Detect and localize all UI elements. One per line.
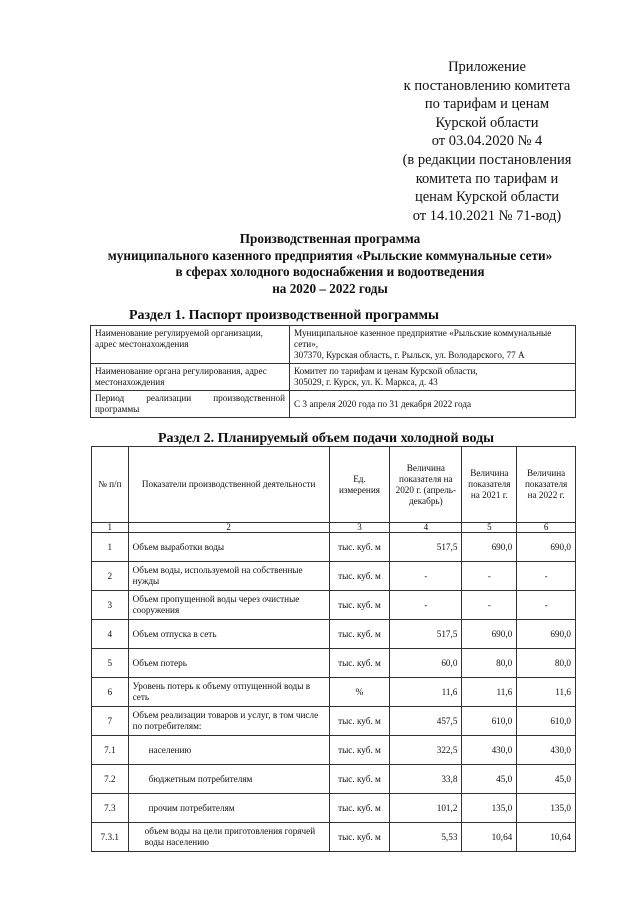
row-name: населению (128, 736, 329, 765)
row-value-2021: - (462, 562, 517, 591)
table-row (92, 649, 576, 678)
row-value-2022: 45,0 (517, 765, 576, 794)
row-value-2021: 430,0 (462, 736, 517, 765)
row-num: 7.3 (92, 794, 129, 823)
appendix-line: к постановлению комитета (403, 77, 571, 94)
appendix-line: комитета по тарифам и (415, 170, 559, 187)
title-line: на 2020 – 2022 годы (272, 280, 388, 296)
passport-value-line: 305029, г. Курск, ул. К. Маркса, д. 43 (294, 377, 438, 387)
row-unit: тыс. куб. м (329, 649, 390, 678)
row-value-2022: 690,0 (517, 620, 576, 649)
table-row (92, 591, 576, 620)
row-value-2020: 457,5 (390, 707, 462, 736)
row-value-2020: 11,6 (390, 678, 462, 707)
row-num: 4 (92, 620, 129, 649)
index-cell: 2 (128, 523, 329, 533)
row-value-2021: 10,64 (462, 823, 517, 852)
row-num: 1 (92, 533, 129, 562)
row-num: 6 (92, 678, 129, 707)
title-line: Производственная программа (239, 231, 421, 246)
appendix-line: от 03.04.2020 № 4 (431, 133, 543, 150)
row-value-2022: 10,64 (517, 823, 576, 852)
table-header-row (92, 447, 576, 523)
row-name: Объем отпуска в сеть (128, 620, 329, 649)
appendix-line: от 14.10.2021 № 71-вод) (412, 207, 562, 224)
row-value-2020: 5,53 (390, 823, 462, 852)
row-value-2022: 135,0 (517, 794, 576, 823)
row-unit: тыс. куб. м (329, 591, 390, 620)
table-row (92, 707, 576, 736)
table-row (91, 364, 576, 391)
row-value-2022: 430,0 (517, 736, 576, 765)
row-value-2021: - (462, 591, 517, 620)
section2-heading: Раздел 2. Планируемый объем подачи холодной воды (158, 431, 495, 446)
row-value-2021: 690,0 (462, 620, 517, 649)
row-value-2020: 517,5 (390, 533, 462, 562)
row-value-2020: 101,2 (390, 794, 462, 823)
table-row (92, 533, 576, 562)
passport-table (90, 325, 576, 418)
header-num: № п/п (92, 447, 129, 523)
row-value-2020: - (390, 591, 462, 620)
row-unit: тыс. куб. м (329, 736, 390, 765)
row-value-2020: 60,0 (390, 649, 462, 678)
row-unit: тыс. куб. м (329, 620, 390, 649)
row-value-2021: 45,0 (462, 765, 517, 794)
table-row (92, 794, 576, 823)
document-title (60, 231, 600, 297)
row-unit: тыс. куб. м (329, 562, 390, 591)
row-unit: % (329, 678, 390, 707)
row-name: Объем выработки воды (128, 533, 329, 562)
row-num: 2 (92, 562, 129, 591)
row-value-2022: 610,0 (517, 707, 576, 736)
row-num: 3 (92, 591, 129, 620)
passport-label-line: программы (95, 404, 140, 414)
table-row (92, 823, 576, 852)
plan-table (91, 446, 576, 852)
row-num: 7.3.1 (92, 823, 129, 852)
table-row (91, 391, 576, 418)
index-cell: 5 (462, 523, 517, 533)
row-num: 7.1 (92, 736, 129, 765)
appendix-line: по тарифам и ценам (424, 96, 550, 113)
table-row (92, 620, 576, 649)
index-cell: 1 (92, 523, 129, 533)
table-row (92, 678, 576, 707)
appendix-line: Приложение (448, 59, 526, 75)
row-name: Объем потерь (128, 649, 329, 678)
row-num: 7.2 (92, 765, 129, 794)
row-value-2022: 80,0 (517, 649, 576, 678)
passport-value (290, 326, 576, 364)
row-unit: тыс. куб. м (329, 765, 390, 794)
table-row (92, 562, 576, 591)
passport-value: С 3 апреля 2020 года по 31 декабря 2022 года (290, 391, 576, 418)
row-value-2021: 80,0 (462, 649, 517, 678)
row-num: 5 (92, 649, 129, 678)
passport-label (91, 391, 290, 418)
row-name: объем воды на цели приготовления горячей воды населению (128, 823, 329, 852)
row-unit: тыс. куб. м (329, 823, 390, 852)
row-value-2021: 610,0 (462, 707, 517, 736)
row-name: Объем воды, используемой на собственные нужды (128, 562, 329, 591)
index-cell: 3 (329, 523, 390, 533)
appendix-block (392, 58, 582, 225)
row-value-2021: 135,0 (462, 794, 517, 823)
appendix-line: (в редакции постановления (402, 151, 572, 168)
row-value-2020: 322,5 (390, 736, 462, 765)
row-unit: тыс. куб. м (329, 533, 390, 562)
passport-label-line: Период реализации производственной (95, 393, 285, 403)
row-name: Уровень потерь к объему отпущенной воды в сеть (128, 678, 329, 707)
header-2020: Величина показателя на 2020 г. (апрель-декабрь) (390, 447, 462, 523)
row-value-2022: - (517, 562, 576, 591)
section1-heading: Раздел 1. Паспорт производственной программы (129, 308, 439, 323)
index-cell: 4 (390, 523, 462, 533)
row-value-2020: 33,8 (390, 765, 462, 794)
row-value-2020: 517,5 (390, 620, 462, 649)
header-unit: Ед. измерения (329, 447, 390, 523)
row-name: бюджетным потребителям (128, 765, 329, 794)
row-value-2021: 11,6 (462, 678, 517, 707)
row-value-2021: 690,0 (462, 533, 517, 562)
appendix-line: Курской области (435, 114, 539, 131)
passport-label: Наименование органа регулирования, адрес местонахождения (91, 364, 290, 391)
appendix-line: ценам Курской области (414, 189, 560, 206)
row-value-2022: - (517, 591, 576, 620)
passport-label: Наименование регулируемой организации, адрес местонахождения (91, 326, 290, 364)
table-row (92, 765, 576, 794)
passport-value-line: Комитет по тарифам и ценам Курской области, (294, 366, 478, 376)
row-unit: тыс. куб. м (329, 707, 390, 736)
row-num: 7 (92, 707, 129, 736)
header-name: Показатели производственной деятельности (128, 447, 329, 523)
row-value-2022: 690,0 (517, 533, 576, 562)
table-row (92, 736, 576, 765)
row-value-2022: 11,6 (517, 678, 576, 707)
table-index-row (92, 523, 576, 533)
header-2021: Величина показателя на 2021 г. (462, 447, 517, 523)
title-line: в сферах холодного водоснабжения и водоотведения (175, 264, 485, 279)
table-row (91, 326, 576, 364)
row-value-2020: - (390, 562, 462, 591)
index-cell: 6 (517, 523, 576, 533)
row-name: Объем пропущенной воды через очистные сооружения (128, 591, 329, 620)
title-line: муниципального казенного предприятия «Рыльские коммунальные сети» (107, 247, 553, 263)
passport-value-line: 307370, Курская область, г. Рыльск, ул. Володарского, 77 А (294, 350, 525, 360)
row-name: прочим потребителям (128, 794, 329, 823)
header-2022: Величина показателя на 2022 г. (517, 447, 576, 523)
passport-value (290, 364, 576, 391)
row-unit: тыс. куб. м (329, 794, 390, 823)
row-name: Объем реализации товаров и услуг, в том числе по потребителям: (128, 707, 329, 736)
passport-value-line: Муниципальное казенное предприятие «Рыльские коммунальные сети», (294, 328, 552, 349)
